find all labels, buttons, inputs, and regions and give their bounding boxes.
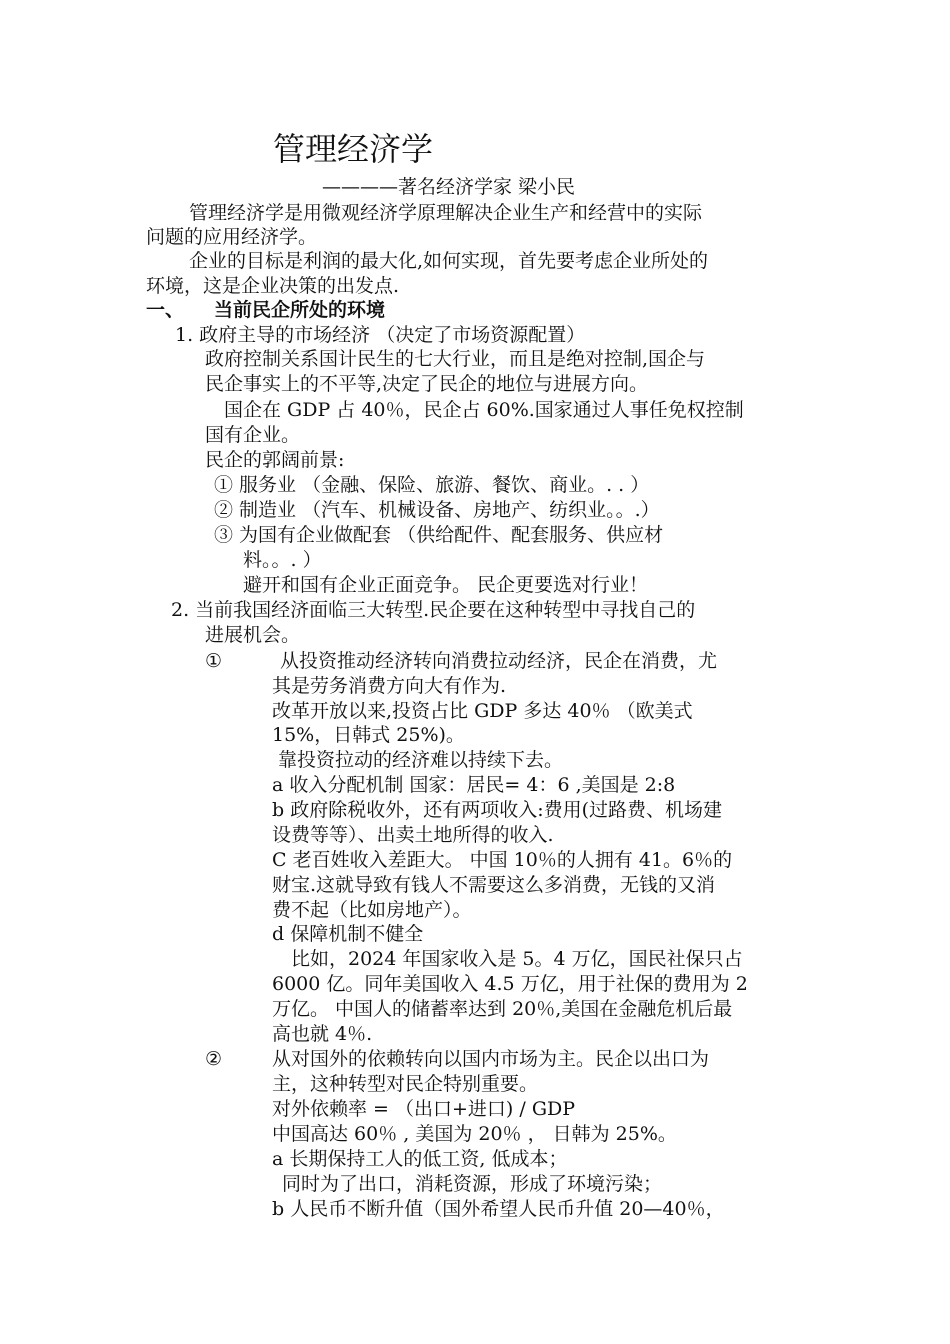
paragraph-line: 比如，2024 年国家收入是 5。4 万亿，国民社保只占 [291,948,743,970]
paragraph-line: 费不起（比如房地产）。 [272,899,472,921]
item-heading: 2. 当前我国经济面临三大转型.民企要在这种转型中寻找自己的 [171,599,696,621]
item-heading: 1. 政府主导的市场经济 （决定了市场资源配置） [175,324,586,346]
paragraph-line: 从对国外的依赖转向以国内市场为主。民企以出口为 [272,1048,710,1070]
list-item: ③ 为国有企业做配套 （供给配件、配套服务、供应材 [214,524,664,546]
paragraph-line: 高也就 4％. [272,1023,373,1045]
paragraph-line: 民企事实上的不平等,决定了民企的地位与进展方向。 [205,373,649,395]
paragraph-line: b 人民币不断升值（国外希望人民币升值 20—40％， [272,1198,725,1220]
paragraph-line: 主，这种转型对民企特别重要。 [272,1073,539,1095]
paragraph-line: b 政府除税收外，还有两项收入:费用(过路费、机场建 [272,799,723,821]
paragraph-line: a 收入分配机制 国家：居民= 4：6 ,美国是 2:8 [272,774,676,796]
document-title: 管理经济学 [273,130,434,168]
paragraph-line: 中国高达 60％ , 美国为 20％ ， 日韩为 25%。 [272,1123,677,1145]
paragraph-line: 万亿。 中国人的储蓄率达到 20％,美国在金融危机后最 [272,998,733,1020]
paragraph-line: 6000 亿。同年美国收入 4.5 万亿，用于社保的费用为 2 [272,973,748,995]
paragraph-line: 改革开放以来,投资占比 GDP 多达 40％ （欧美式 [272,700,693,722]
paragraph-line: 靠投资拉动的经济难以持续下去。 [278,749,564,771]
author-byline: ————著名经济学家 梁小民 [322,176,576,198]
paragraph-line: 财宝.这就导致有钱人不需要这么多消费，无钱的又消 [272,874,716,896]
paragraph-line: 从投资推动经济转向消费拉动经济，民企在消费，尤 [280,650,718,672]
paragraph-line: 避开和国有企业正面竞争。 民企更要选对行业！ [243,574,649,596]
intro-line: 管理经济学是用微观经济学原理解决企业生产和经营中的实际 [189,202,703,224]
paragraph-line: 国有企业。 [205,424,301,446]
sub-item-marker: ① [205,650,223,672]
list-item: 料。。. ） [243,549,322,571]
item-heading: 进展机会。 [205,624,301,646]
list-item: ② 制造业 （汽车、机械设备、房地产、纺织业。。.） [214,499,660,521]
paragraph-line: 同时为了出口，消耗资源，形成了环境污染； [282,1173,663,1195]
section-number: 一、 [146,299,185,321]
paragraph-line: C 老百姓收入差距大。 中国 10％的人拥有 41。6％的 [272,849,733,871]
section-heading: 当前民企所处的环境 [214,299,386,321]
list-item: ① 服务业 （金融、保险、旅游、餐饮、商业。. . ） [214,474,650,496]
sub-item-marker: ② [205,1048,223,1070]
paragraph-line: 其是劳务消费方向大有作为. [272,675,507,697]
intro-line: 问题的应用经济学。 [146,226,318,248]
paragraph-line: a 长期保持工人的低工资, 低成本； [272,1148,568,1170]
paragraph-line: 国企在 GDP 占 40％，民企占 60%.国家通过人事任免权控制 [224,399,744,421]
intro-line: 企业的目标是利润的最大化,如何实现，首先要考虑企业所处的 [189,250,709,272]
paragraph-line: 民企的郭阔前景: [205,449,345,471]
intro-line: 环境，这是企业决策的出发点. [146,275,400,297]
paragraph-line: 对外依赖率 = （出口+进口) / GDP [272,1098,576,1120]
paragraph-line: 15%，日韩式 25%)。 [272,724,465,746]
paragraph-line: 政府控制关系国计民生的七大行业，而且是绝对控制,国企与 [205,348,706,370]
paragraph-line: 设费等等）、出卖土地所得的收入. [272,824,554,846]
paragraph-line: d 保障机制不健全 [272,923,424,945]
